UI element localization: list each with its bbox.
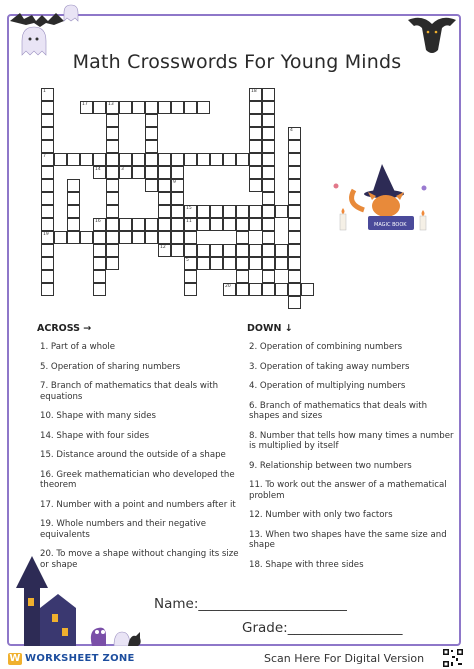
grid-cell[interactable] [171, 192, 184, 205]
grid-cell[interactable] [236, 283, 249, 296]
grid-cell[interactable] [249, 88, 262, 101]
grid-cell[interactable] [262, 205, 275, 218]
clue-down-13: 13. When two shapes have the same size and shape [249, 529, 447, 550]
grid-cell[interactable] [262, 257, 275, 270]
grid-cell[interactable] [41, 257, 54, 270]
grid-cell[interactable] [171, 231, 184, 244]
grid-cell[interactable] [288, 205, 301, 218]
grid-cell[interactable] [262, 244, 275, 257]
grid-cell[interactable] [262, 140, 275, 153]
grid-cell[interactable] [41, 283, 54, 296]
clue-across-20: 20. To move a shape without changing its size or shape [40, 549, 239, 570]
grid-cell[interactable] [93, 257, 106, 270]
grid-cell[interactable] [249, 257, 262, 270]
grid-cell[interactable] [197, 205, 210, 218]
grid-cell[interactable] [223, 257, 236, 270]
logo-text: WORKSHEET ZONE [25, 653, 135, 664]
grid-cell[interactable] [119, 166, 132, 179]
worksheet-zone-logo[interactable] [8, 653, 135, 665]
grid-cell[interactable] [223, 153, 236, 166]
grid-cell[interactable] [288, 257, 301, 270]
grid-cell[interactable] [106, 101, 119, 114]
grid-clue-number: 14 [95, 167, 101, 172]
grid-cell[interactable] [41, 244, 54, 257]
grid-cell[interactable] [171, 153, 184, 166]
grid-cell[interactable] [223, 205, 236, 218]
grid-cell[interactable] [236, 231, 249, 244]
grid-cell[interactable] [184, 218, 197, 231]
grid-clue-number: 1 [43, 89, 46, 94]
grid-cell[interactable] [93, 153, 106, 166]
grid-cell[interactable] [106, 140, 119, 153]
grid-cell[interactable] [145, 166, 158, 179]
grid-cell[interactable] [171, 179, 184, 192]
grid-cell[interactable] [210, 244, 223, 257]
grid-cell[interactable] [249, 127, 262, 140]
grid-cell[interactable] [41, 192, 54, 205]
grid-cell[interactable] [106, 218, 119, 231]
grid-cell[interactable] [262, 218, 275, 231]
grid-cell[interactable] [106, 153, 119, 166]
grid-cell[interactable] [106, 166, 119, 179]
grid-cell[interactable] [236, 205, 249, 218]
grid-cell[interactable] [262, 153, 275, 166]
grid-cell[interactable] [80, 231, 93, 244]
clue-down-3: 3. Operation of taking away numbers [249, 361, 410, 372]
grid-cell[interactable] [145, 231, 158, 244]
qr-code-icon[interactable] [442, 648, 464, 668]
grid-cell[interactable] [288, 127, 301, 140]
grid-cell[interactable] [132, 218, 145, 231]
grid-cell[interactable] [41, 114, 54, 127]
grid-cell[interactable] [210, 257, 223, 270]
grid-cell[interactable] [184, 205, 197, 218]
grid-cell[interactable] [223, 283, 236, 296]
grid-cell[interactable] [106, 244, 119, 257]
grid-cell[interactable] [184, 153, 197, 166]
clue-down-6: 6. Branch of mathematics that deals with shapes and sizes [249, 400, 428, 421]
grid-cell[interactable] [249, 218, 262, 231]
grid-cell[interactable] [145, 218, 158, 231]
page-title: Math Crosswords For Young Minds [72, 51, 402, 73]
down-clue-list [249, 342, 455, 579]
grid-cell[interactable] [132, 101, 145, 114]
logo-mark-icon: W [9, 653, 21, 664]
grid-cell[interactable] [249, 205, 262, 218]
grid-cell[interactable] [210, 153, 223, 166]
grid-cell[interactable] [249, 166, 262, 179]
grid-clue-number: 17 [82, 102, 88, 107]
grid-cell[interactable] [236, 244, 249, 257]
clue-across-10: 10. Shape with many sides [40, 411, 156, 421]
grid-cell[interactable] [223, 218, 236, 231]
grid-cell[interactable] [158, 231, 171, 244]
clue-down-8: 8. Number that tells how many times a number is multiplied by itself [249, 430, 454, 451]
grid-cell[interactable] [106, 231, 119, 244]
grid-cell[interactable] [145, 179, 158, 192]
grid-cell[interactable] [119, 218, 132, 231]
grid-cell[interactable] [262, 166, 275, 179]
grid-cell[interactable] [288, 153, 301, 166]
scan-caption: Scan Here For Digital Version [264, 652, 425, 665]
grid-cell[interactable] [184, 270, 197, 283]
grid-cell[interactable] [41, 218, 54, 231]
grid-cell[interactable] [80, 101, 93, 114]
cat-wizard-illustration [324, 160, 444, 240]
grid-cell[interactable] [262, 192, 275, 205]
grid-cell[interactable] [158, 205, 171, 218]
clue-down-2: 2. Operation of combining numbers [249, 342, 403, 352]
grid-cell[interactable] [145, 114, 158, 127]
grid-cell[interactable] [184, 231, 197, 244]
grid-clue-number: 12 [160, 245, 166, 250]
grid-cell[interactable] [41, 270, 54, 283]
grid-cell[interactable] [171, 166, 184, 179]
down-heading: DOWN ↓ [247, 323, 293, 334]
grid-cell[interactable] [93, 283, 106, 296]
grid-cell[interactable] [288, 140, 301, 153]
grid-cell[interactable] [288, 270, 301, 283]
grid-cell[interactable] [288, 192, 301, 205]
grid-clue-number: 5 [186, 258, 189, 263]
grid-cell[interactable] [301, 283, 314, 296]
across-clue-list [40, 342, 243, 579]
grid-cell[interactable] [171, 218, 184, 231]
grid-cell[interactable] [288, 179, 301, 192]
grid-cell[interactable] [158, 244, 171, 257]
grid-cell[interactable] [223, 244, 236, 257]
grid-cell[interactable] [119, 231, 132, 244]
grid-clue-number: 16 [95, 219, 101, 224]
grid-cell[interactable] [288, 296, 301, 309]
grid-clue-number: 15 [186, 206, 192, 211]
grid-cell[interactable] [106, 192, 119, 205]
grid-cell[interactable] [67, 218, 80, 231]
clue-down-18: 18. Shape with three sides [249, 559, 364, 570]
grid-cell[interactable] [145, 101, 158, 114]
grid-cell[interactable] [275, 205, 288, 218]
grid-cell[interactable] [249, 179, 262, 192]
across-heading: ACROSS → [37, 323, 92, 334]
grid-clue-number: 9 [173, 180, 176, 185]
grid-cell[interactable] [93, 270, 106, 283]
grid-cell[interactable] [145, 153, 158, 166]
grid-cell[interactable] [249, 153, 262, 166]
book-label: MAGIC BOOK [374, 222, 407, 228]
grid-cell[interactable] [67, 231, 80, 244]
grid-cell[interactable] [171, 205, 184, 218]
grid-cell[interactable] [106, 179, 119, 192]
grid-cell[interactable] [67, 179, 80, 192]
grid-cell[interactable] [106, 205, 119, 218]
grade-field[interactable]: Grade:_________________ [242, 620, 403, 636]
grid-cell[interactable] [236, 270, 249, 283]
grid-cell[interactable] [288, 283, 301, 296]
grid-cell[interactable] [158, 179, 171, 192]
clue-across-17: 17. Number with a point and numbers after it [40, 499, 236, 510]
clue-across-1: 1. Part of a whole [40, 342, 116, 352]
grid-cell[interactable] [132, 166, 145, 179]
grid-cell[interactable] [41, 153, 54, 166]
grid-cell[interactable] [41, 231, 54, 244]
grid-cell[interactable] [262, 114, 275, 127]
grid-cell[interactable] [262, 101, 275, 114]
grid-cell[interactable] [145, 140, 158, 153]
grid-cell[interactable] [158, 101, 171, 114]
grid-cell[interactable] [236, 257, 249, 270]
grid-cell[interactable] [93, 244, 106, 257]
grid-cell[interactable] [171, 101, 184, 114]
grid-cell[interactable] [262, 270, 275, 283]
grid-cell[interactable] [80, 153, 93, 166]
grid-cell[interactable] [41, 127, 54, 140]
grid-cell[interactable] [158, 192, 171, 205]
grid-cell[interactable] [41, 179, 54, 192]
grid-cell[interactable] [93, 218, 106, 231]
grid-cell[interactable] [171, 244, 184, 257]
clue-down-12: 12. Number with only two factors [249, 510, 393, 520]
grid-cell[interactable] [184, 244, 197, 257]
grid-cell[interactable] [93, 101, 106, 114]
grid-cell[interactable] [41, 88, 54, 101]
grid-cell[interactable] [67, 153, 80, 166]
grid-cell[interactable] [236, 153, 249, 166]
grid-cell[interactable] [197, 218, 210, 231]
grid-cell[interactable] [262, 179, 275, 192]
grid-cell[interactable] [275, 244, 288, 257]
grid-cell[interactable] [288, 166, 301, 179]
grid-cell[interactable] [249, 244, 262, 257]
grid-cell[interactable] [184, 101, 197, 114]
grid-cell[interactable] [288, 231, 301, 244]
grid-cell[interactable] [158, 218, 171, 231]
grid-cell[interactable] [262, 88, 275, 101]
grid-cell[interactable] [262, 283, 275, 296]
clue-across-16: 16. Greek mathematician who developed the theorem [40, 469, 235, 490]
grid-clue-number: 3 [121, 167, 124, 172]
grid-cell[interactable] [197, 101, 210, 114]
grid-cell[interactable] [249, 101, 262, 114]
grid-cell[interactable] [145, 127, 158, 140]
grid-cell[interactable] [197, 153, 210, 166]
grid-cell[interactable] [288, 244, 301, 257]
grid-cell[interactable] [275, 257, 288, 270]
clue-across-15: 15. Distance around the outside of a shape [40, 450, 226, 460]
clue-down-11: 11. To work out the answer of a mathematical problem [249, 480, 447, 501]
clue-across-5: 5. Operation of sharing numbers [40, 361, 181, 372]
grid-clue-number: 11 [186, 219, 192, 224]
grid-clue-number: 19 [43, 232, 49, 237]
grid-cell[interactable] [197, 257, 210, 270]
grid-clue-number: 20 [225, 284, 231, 289]
grid-cell[interactable] [67, 192, 80, 205]
grid-cell[interactable] [54, 153, 67, 166]
grid-cell[interactable] [119, 101, 132, 114]
grid-cell[interactable] [249, 283, 262, 296]
grid-cell[interactable] [158, 153, 171, 166]
grid-cell[interactable] [158, 166, 171, 179]
grid-cell[interactable] [41, 140, 54, 153]
grid-clue-number: 18 [251, 89, 257, 94]
grid-cell[interactable] [132, 231, 145, 244]
grid-clue-number: 13 [108, 102, 114, 107]
clue-down-9: 9. Relationship between two numbers [249, 460, 412, 471]
grid-cell[interactable] [106, 127, 119, 140]
clue-across-7: 7. Branch of mathematics that deals with equations [40, 381, 219, 402]
grid-clue-number: 4 [290, 128, 293, 133]
grid-cell[interactable] [275, 283, 288, 296]
grid-cell[interactable] [249, 140, 262, 153]
grid-clue-number: 7 [43, 154, 46, 159]
grid-cell[interactable] [41, 101, 54, 114]
grid-cell[interactable] [106, 114, 119, 127]
grid-cell[interactable] [106, 257, 119, 270]
grid-cell[interactable] [54, 231, 67, 244]
grid-cell[interactable] [41, 166, 54, 179]
grid-cell[interactable] [210, 205, 223, 218]
grid-cell[interactable] [236, 218, 249, 231]
grid-cell[interactable] [249, 114, 262, 127]
grid-cell[interactable] [210, 218, 223, 231]
grid-cell[interactable] [197, 244, 210, 257]
grid-cell[interactable] [119, 153, 132, 166]
clue-across-19: 19. Whole numbers and their negative equivalents [40, 519, 206, 540]
grid-cell[interactable] [41, 205, 54, 218]
grid-cell[interactable] [93, 231, 106, 244]
grid-cell[interactable] [184, 283, 197, 296]
grid-cell[interactable] [262, 127, 275, 140]
grid-cell[interactable] [262, 231, 275, 244]
clue-down-4: 4. Operation of multiplying numbers [249, 381, 406, 391]
grid-cell[interactable] [93, 166, 106, 179]
grid-cell[interactable] [132, 153, 145, 166]
haunted-house-decoration [6, 548, 146, 648]
name-field[interactable]: Name:______________________ [154, 596, 347, 612]
clue-across-14: 14. Shape with four sides [40, 430, 150, 441]
grid-cell[interactable] [184, 257, 197, 270]
grid-cell[interactable] [67, 205, 80, 218]
grid-cell[interactable] [288, 218, 301, 231]
